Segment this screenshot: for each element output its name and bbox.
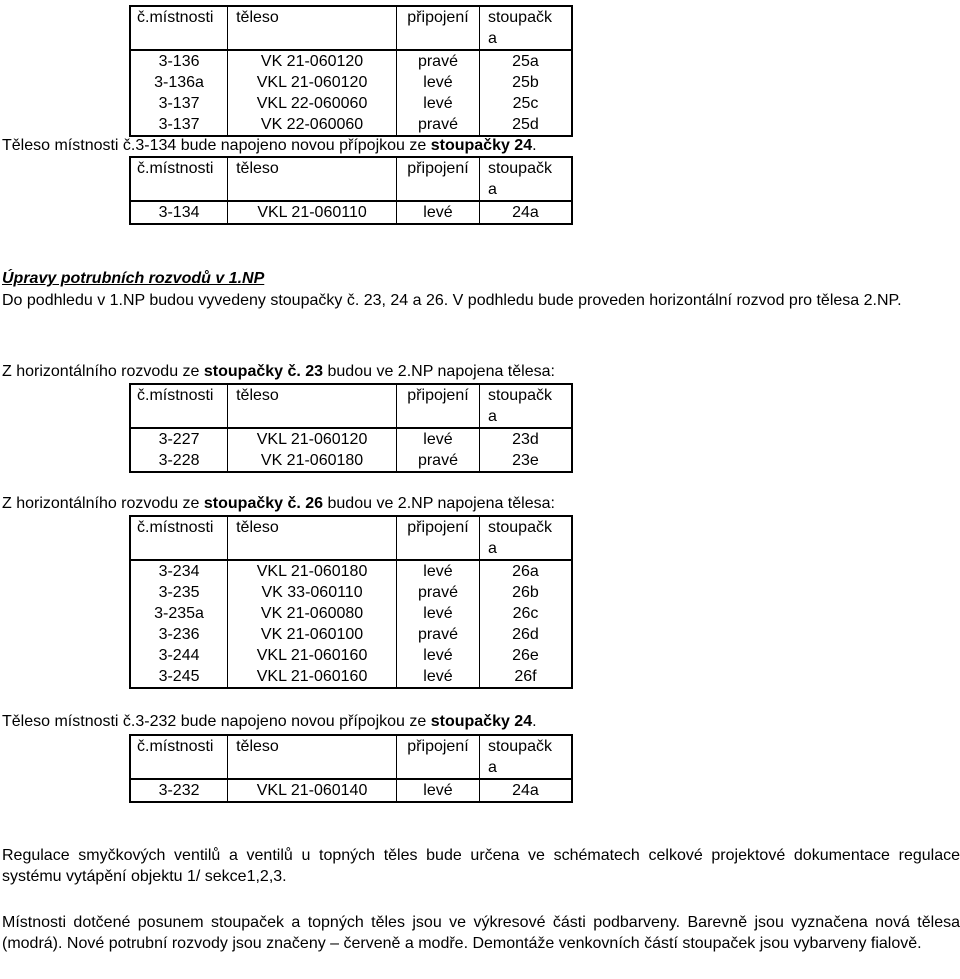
header-room: č.místnosti: [130, 157, 228, 201]
connection-note-3-232: Těleso místnosti č.3-232 bude napojeno novou přípojkou ze stoupačky 24.: [2, 713, 537, 730]
table-row: 3-235a VK 21-060080 levé 26c: [130, 603, 572, 624]
radiator-table-4: [129, 515, 573, 689]
riser-23-note: Z horizontálního rozvodu ze stoupačky č. 23 budou ve 2.NP napojena tělesa:: [2, 363, 555, 380]
header-room: č.místnosti: [130, 735, 228, 779]
section-paragraph: Do podhledu v 1.NP budou vyvedeny stoupačky č. 23, 24 a 26. V podhledu bude proveden horizontální rozvod pro tělesa 2.NP.: [2, 292, 902, 309]
table-row: 3-232 VKL 21-060140 levé 24a: [130, 779, 572, 802]
radiator-table-3: [129, 383, 573, 473]
header-body: těleso: [228, 6, 397, 50]
regulation-paragraph: Regulace smyčkových ventilů a ventilů u topných těles bude určena ve schématech celkové projektové dokumentace regulace systému vytápění objektu 1/ sekce1,2,3.: [2, 847, 960, 885]
header-body: těleso: [228, 157, 397, 201]
table-row: 3-236 VK 21-060100 pravé 26d: [130, 624, 572, 645]
riser-26-note: Z horizontálního rozvodu ze stoupačky č. 26 budou ve 2.NP napojena tělesa:: [2, 495, 555, 512]
header-connection: připojení: [397, 384, 480, 428]
table-row: 3-227 VKL 21-060120 levé 23d: [130, 428, 572, 450]
table-row: 3-245 VKL 21-060160 levé 26f: [130, 666, 572, 688]
radiator-table-1: [129, 5, 573, 137]
header-room: č.místnosti: [130, 516, 228, 560]
header-room: č.místnosti: [130, 6, 228, 50]
header-body: těleso: [228, 735, 397, 779]
header-connection: připojení: [397, 6, 480, 50]
header-connection: připojení: [397, 157, 480, 201]
table-row: 3-134 VKL 21-060110 levé 24a: [130, 201, 572, 224]
header-riser: stoupačk a: [479, 384, 572, 428]
table-header-row: [130, 157, 572, 201]
section-title: Úpravy potrubních rozvodů v 1.NP: [2, 270, 265, 287]
table-row: 3-228 VK 21-060180 pravé 23e: [130, 450, 572, 472]
table-row: 3-244 VKL 21-060160 levé 26e: [130, 645, 572, 666]
header-riser: stoupačk a: [479, 6, 572, 50]
table-header-row: [130, 384, 572, 428]
header-riser: stoupačk a: [479, 157, 572, 201]
table-header-row: [130, 6, 572, 50]
radiator-table-2: [129, 156, 573, 225]
header-body: těleso: [228, 384, 397, 428]
header-connection: připojení: [397, 735, 480, 779]
header-riser: stoupačk a: [479, 735, 572, 779]
header-connection: připojení: [397, 516, 480, 560]
header-body: těleso: [228, 516, 397, 560]
table-row: 3-136 VK 21-060120 pravé 25a: [130, 50, 572, 72]
table-header-row: [130, 516, 572, 560]
header-riser: stoupačk a: [479, 516, 572, 560]
table-header-row: [130, 735, 572, 779]
table-row: 3-234 VKL 21-060180 levé 26a: [130, 560, 572, 582]
header-room: č.místnosti: [130, 384, 228, 428]
connection-note-3-134: Těleso místnosti č.3-134 bude napojeno novou přípojkou ze stoupačky 24.: [2, 137, 537, 154]
rooms-paragraph: Místnosti dotčené posunem stoupaček a topných těles jsou ve výkresové části podbarveny. Barevně jsou vyznačena nová tělesa (modrá). Nové potrubní rozvody jsou značeny – červeně a modře. Demontáže venkovních částí stoupaček jsou vybarveny fialově.: [2, 914, 960, 952]
table-row: 3-137 VK 22-060060 pravé 25d: [130, 114, 572, 136]
table-row: 3-235 VK 33-060110 pravé 26b: [130, 582, 572, 603]
table-row: 3-137 VKL 22-060060 levé 25c: [130, 93, 572, 114]
radiator-table-5: [129, 734, 573, 803]
table-row: 3-136a VKL 21-060120 levé 25b: [130, 72, 572, 93]
